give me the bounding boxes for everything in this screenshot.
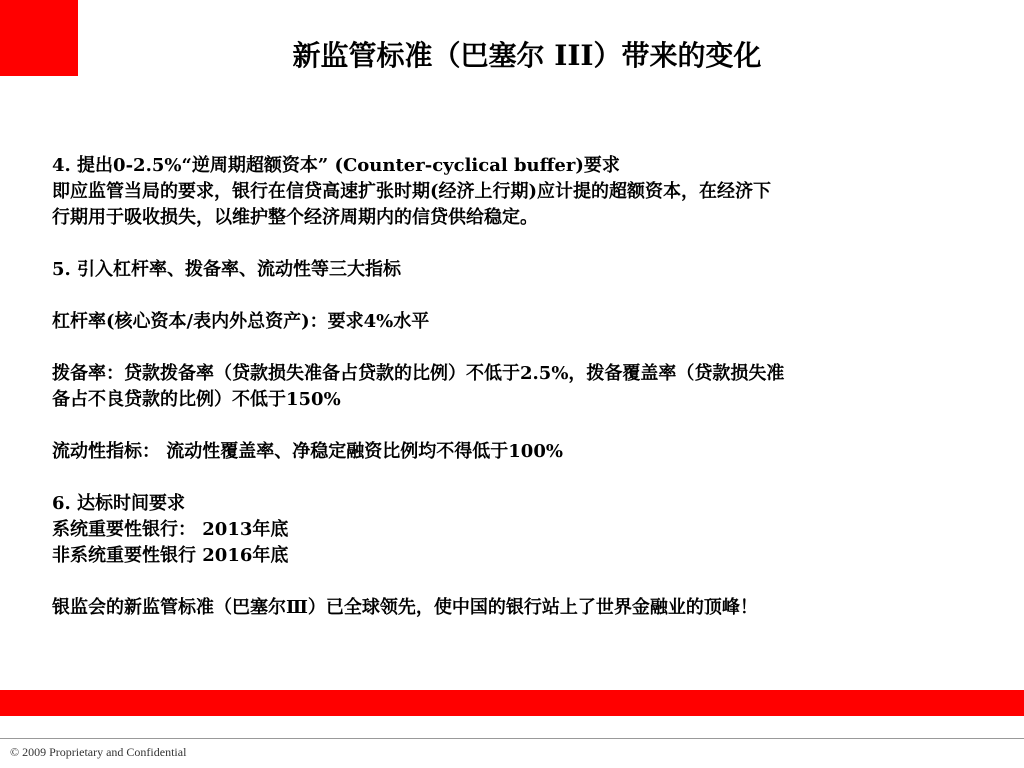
- liquidity-indicator-text: 流动性指标： 流动性覆盖率、净稳定融资比例均不得低于100%: [52, 441, 563, 462]
- item5-heading: 5. 引入杠杆率、拨备率、流动性等三大指标: [52, 259, 402, 280]
- spacer: [52, 335, 982, 361]
- spacer: [52, 413, 982, 439]
- item4-body-line2: 行期用于吸收损失，以维护整个经济周期内的信贷供给稳定。: [52, 207, 538, 228]
- slide-title: 新监管标准（巴塞尔 III）带来的变化: [292, 39, 762, 72]
- spacer: [52, 283, 982, 309]
- systemic-banks-deadline: 系统重要性银行： 2013年底: [52, 519, 289, 540]
- spacer: [52, 465, 982, 491]
- slide-content: [52, 153, 982, 621]
- provision-ratio-line1: 拨备率：贷款拨备率（贷款损失准备占贷款的比例）不低于2.5%，拨备覆盖率（贷款损失准: [52, 363, 785, 384]
- provision-ratio-line2: 备占不良贷款的比例）不低于150%: [52, 389, 341, 410]
- spacer: [52, 231, 982, 257]
- footer-copyright: © 2009 Proprietary and Confidential: [10, 745, 187, 759]
- leverage-ratio-text: 杠杆率(核心资本/表内外总资产)：要求4%水平: [52, 311, 430, 332]
- item6-heading: 6. 达标时间要求: [52, 493, 186, 514]
- non-systemic-banks-deadline: 非系统重要性银行 2016年底: [52, 545, 289, 566]
- item4-body-line1: 即应监管当局的要求，银行在信贷高速扩张时期(经济上行期)应计提的超额资本，在经济下: [52, 181, 772, 202]
- bottom-accent-band: [0, 690, 1024, 716]
- closing-statement: 银监会的新监管标准（巴塞尔Ⅲ）已全球领先，使中国的银行站上了世界金融业的顶峰！: [52, 597, 758, 618]
- item4-heading: 4. 提出0-2.5%“逆周期超额资本” (Counter-cyclical buffer)要求: [52, 155, 620, 176]
- footer-divider: [0, 738, 1024, 739]
- spacer: [52, 569, 982, 595]
